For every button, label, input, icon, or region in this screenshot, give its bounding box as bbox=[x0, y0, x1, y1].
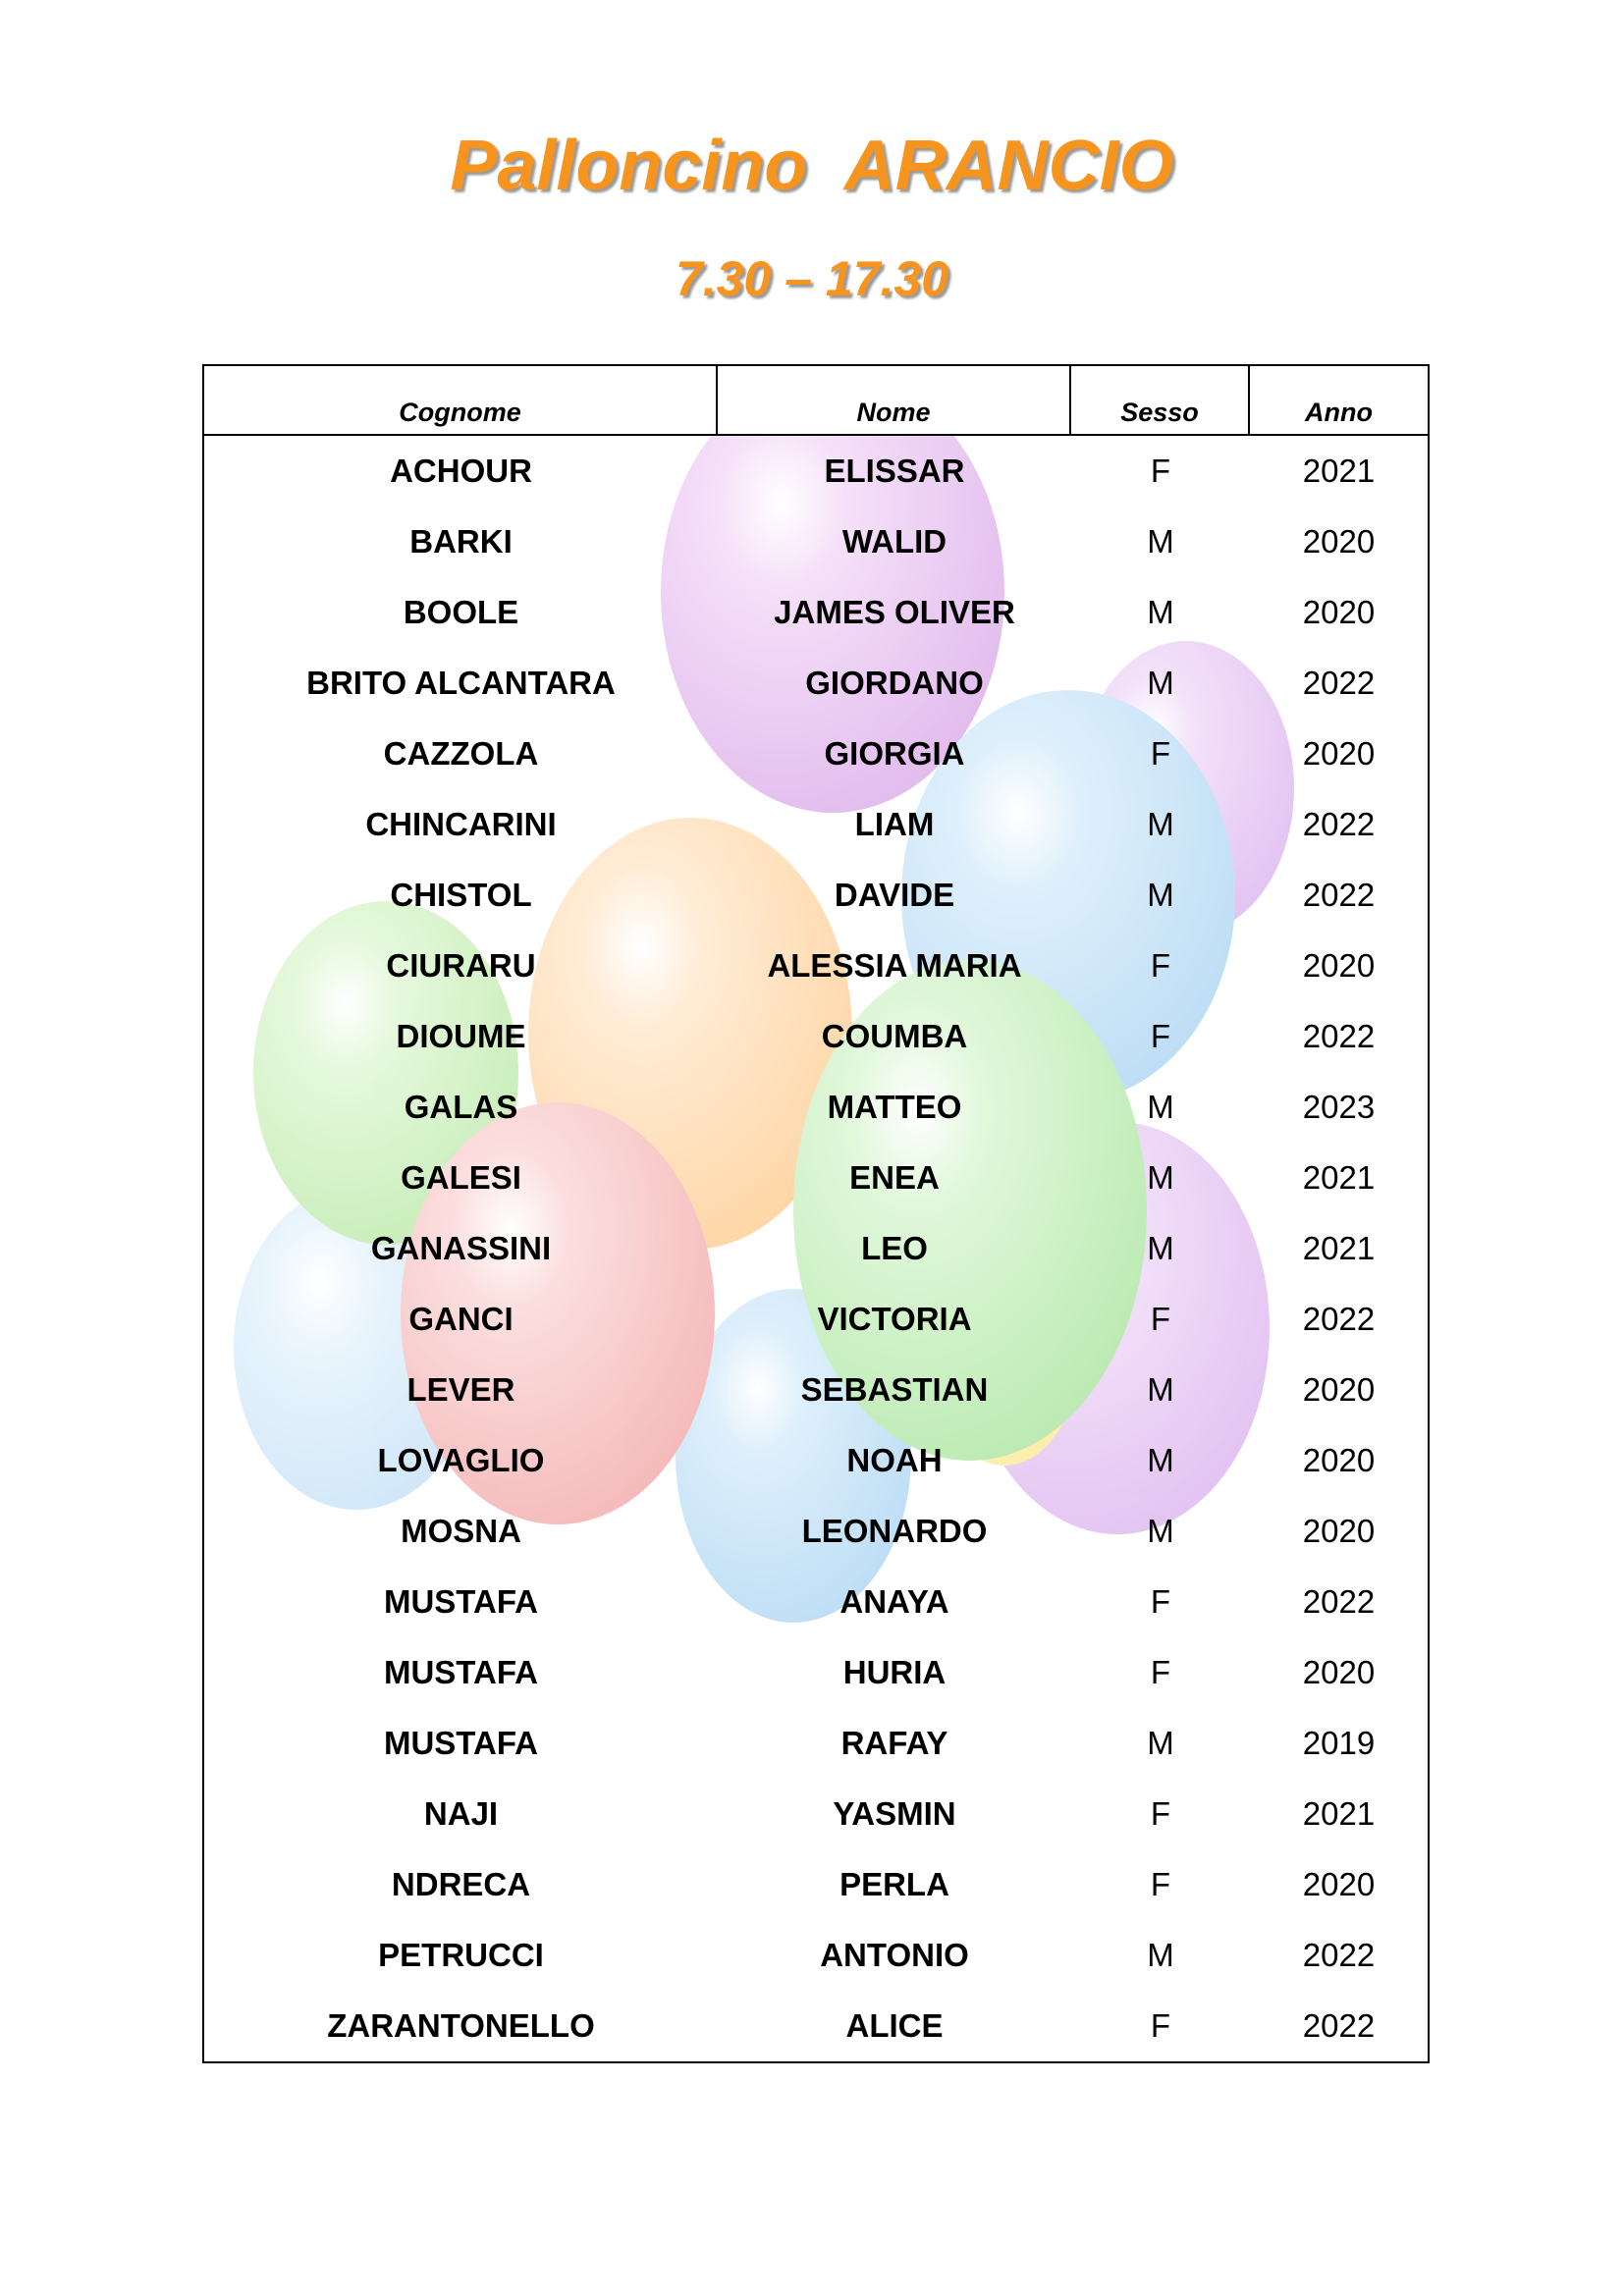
cell-anno: 2020 bbox=[1302, 947, 1376, 984]
cell-nome: GIORGIA bbox=[824, 735, 965, 772]
table-row bbox=[204, 648, 1428, 719]
cell-cognome: MUSTAFA bbox=[383, 1583, 539, 1620]
cell-anno: 2020 bbox=[1302, 594, 1376, 630]
cell-anno: 2022 bbox=[1302, 877, 1376, 913]
cell-nome: HURIA bbox=[842, 1654, 947, 1690]
cell-sesso: M bbox=[1147, 1089, 1174, 1125]
cell-anno: 2022 bbox=[1302, 1937, 1376, 1973]
cell-sesso: M bbox=[1147, 1725, 1174, 1761]
table-row bbox=[204, 860, 1428, 931]
cell-anno: 2023 bbox=[1302, 1089, 1376, 1125]
header-cognome: Cognome bbox=[204, 366, 718, 434]
table-row bbox=[204, 1708, 1428, 1779]
cell-sesso: F bbox=[1150, 1583, 1171, 1620]
cell-nome: PERLA bbox=[839, 1866, 949, 1902]
cell-nome: RAFAY bbox=[840, 1725, 948, 1761]
cell-anno: 2020 bbox=[1302, 1654, 1376, 1690]
cell-sesso: M bbox=[1147, 523, 1174, 560]
table-row bbox=[204, 577, 1428, 648]
cell-anno: 2020 bbox=[1302, 523, 1376, 560]
cell-nome: VICTORIA bbox=[817, 1301, 972, 1337]
cell-nome: NOAH bbox=[846, 1442, 943, 1478]
cell-cognome: ZARANTONELLO bbox=[327, 2007, 595, 2044]
cell-anno: 2020 bbox=[1302, 1866, 1376, 1902]
cell-nome: SEBASTIAN bbox=[800, 1371, 989, 1408]
cell-nome: LIAM bbox=[854, 806, 935, 842]
cell-cognome: BOOLE bbox=[403, 594, 519, 630]
cell-anno: 2019 bbox=[1302, 1725, 1376, 1761]
cell-anno: 2022 bbox=[1302, 806, 1376, 842]
cell-sesso: M bbox=[1147, 594, 1174, 630]
header-nome: Nome bbox=[718, 366, 1071, 434]
cell-nome: ALICE bbox=[845, 2007, 944, 2044]
cell-cognome: GALAS bbox=[404, 1089, 518, 1125]
cell-cognome: ACHOUR bbox=[390, 453, 532, 489]
cell-cognome: MOSNA bbox=[401, 1513, 521, 1549]
cell-sesso: F bbox=[1150, 1301, 1171, 1337]
cell-anno: 2020 bbox=[1302, 1371, 1376, 1408]
cell-nome: COUMBA bbox=[821, 1018, 968, 1054]
cell-sesso: F bbox=[1150, 735, 1171, 772]
table-row bbox=[204, 1355, 1428, 1425]
cell-sesso: F bbox=[1150, 1654, 1171, 1690]
cell-cognome: CHISTOL bbox=[390, 877, 532, 913]
header-sesso: Sesso bbox=[1071, 366, 1250, 434]
cell-anno: 2020 bbox=[1302, 735, 1376, 772]
cell-cognome: MUSTAFA bbox=[383, 1654, 539, 1690]
cell-cognome: NAJI bbox=[423, 1795, 499, 1832]
cell-anno: 2021 bbox=[1302, 1795, 1376, 1832]
cell-nome: LEONARDO bbox=[801, 1513, 988, 1549]
cell-sesso: M bbox=[1147, 1513, 1174, 1549]
table-row bbox=[204, 719, 1428, 789]
cell-anno: 2022 bbox=[1302, 1018, 1376, 1054]
cell-cognome: GANASSINI bbox=[370, 1230, 552, 1266]
table-row bbox=[204, 931, 1428, 1001]
table-row bbox=[204, 1213, 1428, 1284]
cell-cognome: LEVER bbox=[406, 1371, 515, 1408]
cell-nome: MATTEO bbox=[827, 1089, 962, 1125]
cell-nome: LEO bbox=[861, 1230, 928, 1266]
table-row bbox=[204, 1425, 1428, 1496]
cell-cognome: DIOUME bbox=[396, 1018, 526, 1054]
table-row bbox=[204, 1779, 1428, 1849]
cell-sesso: M bbox=[1147, 1371, 1174, 1408]
cell-sesso: F bbox=[1150, 1795, 1171, 1832]
table-row bbox=[204, 1143, 1428, 1213]
table-header bbox=[204, 366, 1428, 436]
cell-nome: ALESSIA MARIA bbox=[767, 947, 1022, 984]
table-row bbox=[204, 1284, 1428, 1355]
children-table bbox=[202, 364, 1430, 2063]
cell-anno: 2021 bbox=[1302, 1230, 1376, 1266]
cell-cognome: CIURARU bbox=[386, 947, 536, 984]
cell-anno: 2022 bbox=[1302, 2007, 1376, 2044]
cell-cognome: PETRUCCI bbox=[378, 1937, 544, 1973]
cell-cognome: CAZZOLA bbox=[383, 735, 539, 772]
cell-anno: 2022 bbox=[1302, 1301, 1376, 1337]
cell-sesso: M bbox=[1147, 665, 1174, 701]
cell-sesso: F bbox=[1150, 453, 1171, 489]
cell-cognome: GALESI bbox=[401, 1159, 521, 1196]
cell-cognome: GANCI bbox=[408, 1301, 514, 1337]
cell-cognome: BARKI bbox=[409, 523, 513, 560]
cell-sesso: M bbox=[1147, 1159, 1174, 1196]
table-row bbox=[204, 1496, 1428, 1567]
table-row bbox=[204, 1920, 1428, 1991]
cell-anno: 2021 bbox=[1302, 1159, 1376, 1196]
cell-anno: 2022 bbox=[1302, 665, 1376, 701]
cell-anno: 2020 bbox=[1302, 1513, 1376, 1549]
time-range-subtitle: 7.30 – 17.30 bbox=[675, 251, 949, 306]
cell-nome: WALID bbox=[841, 523, 947, 560]
table-row bbox=[204, 507, 1428, 577]
cell-cognome: BRITO ALCANTARA bbox=[306, 665, 616, 701]
table-row bbox=[204, 1072, 1428, 1143]
table-row bbox=[204, 1849, 1428, 1920]
table-row bbox=[204, 1001, 1428, 1072]
table-row bbox=[204, 1567, 1428, 1637]
table-row bbox=[204, 436, 1428, 507]
cell-nome: ANTONIO bbox=[820, 1937, 969, 1973]
cell-sesso: F bbox=[1150, 947, 1171, 984]
table-row bbox=[204, 1991, 1428, 2061]
cell-sesso: M bbox=[1147, 1442, 1174, 1478]
cell-nome: JAMES OLIVER bbox=[774, 594, 1015, 630]
cell-cognome: MUSTAFA bbox=[383, 1725, 539, 1761]
cell-nome: YASMIN bbox=[833, 1795, 956, 1832]
cell-nome: GIORDANO bbox=[805, 665, 984, 701]
cell-sesso: F bbox=[1150, 1018, 1171, 1054]
cell-nome: ELISSAR bbox=[824, 453, 965, 489]
page-title: Palloncino ARANCIO bbox=[450, 127, 1174, 205]
table-row bbox=[204, 789, 1428, 860]
cell-sesso: M bbox=[1147, 877, 1174, 913]
cell-sesso: M bbox=[1147, 1937, 1174, 1973]
table-row bbox=[204, 1637, 1428, 1708]
cell-nome: DAVIDE bbox=[834, 877, 955, 913]
header-anno: Anno bbox=[1305, 398, 1373, 427]
cell-anno: 2021 bbox=[1302, 453, 1376, 489]
cell-sesso: M bbox=[1147, 806, 1174, 842]
cell-sesso: F bbox=[1150, 1866, 1171, 1902]
cell-cognome: NDRECA bbox=[391, 1866, 531, 1902]
cell-nome: ANAYA bbox=[839, 1583, 949, 1620]
cell-nome: ENEA bbox=[849, 1159, 940, 1196]
cell-cognome: LOVAGLIO bbox=[377, 1442, 545, 1478]
cell-anno: 2020 bbox=[1302, 1442, 1376, 1478]
cell-sesso: M bbox=[1147, 1230, 1174, 1266]
cell-sesso: F bbox=[1150, 2007, 1171, 2044]
cell-anno: 2022 bbox=[1302, 1583, 1376, 1620]
cell-cognome: CHINCARINI bbox=[365, 806, 557, 842]
